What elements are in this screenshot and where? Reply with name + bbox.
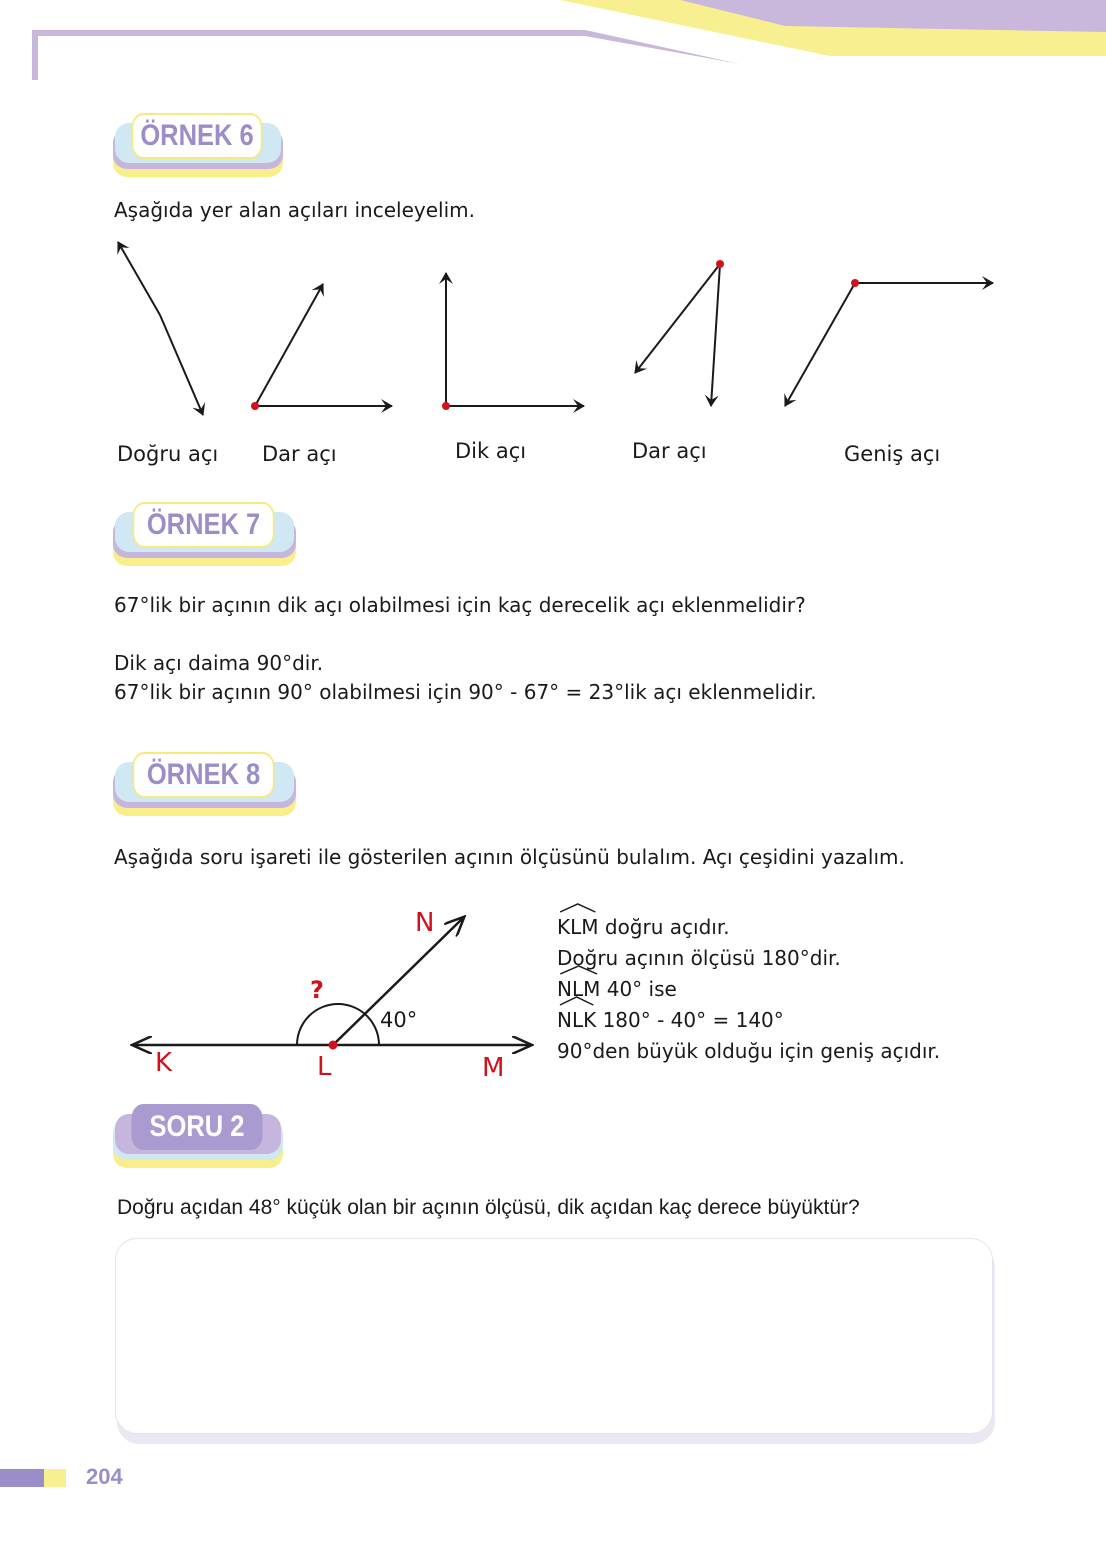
angle-label-obtuse: Geniş açı <box>844 442 941 466</box>
label-m: M <box>482 1053 505 1083</box>
solution-line <box>557 912 940 943</box>
solution-line <box>557 974 940 1005</box>
footer-bar-yellow <box>44 1469 66 1487</box>
ornek6-badge <box>113 113 283 177</box>
ornek6-badge-label: ÖRNEK 6 <box>132 113 263 159</box>
angle-40-label: 40° <box>380 1008 418 1032</box>
ornek8-badge <box>113 752 296 816</box>
angle-label-acute-2: Dar açı <box>632 439 707 463</box>
footer-bar-purple <box>0 1469 44 1487</box>
soru2-badge-label: SORU 2 <box>132 1104 263 1150</box>
solution-line: 90°den büyük olduğu için geniş açıdır. <box>557 1039 941 1063</box>
header-decoration <box>0 0 1106 80</box>
ornek7-question: 67°lik bir açının dik açı olabilmesi için kaç derecelik açı eklenmelidir? <box>114 593 806 617</box>
angle-name: NLM <box>557 977 601 1001</box>
answer-box[interactable] <box>115 1238 993 1434</box>
label-n: N <box>415 908 435 938</box>
ornek7-badge-label: ÖRNEK 7 <box>133 502 275 548</box>
label-l: L <box>317 1052 332 1082</box>
ornek8-intro: Aşağıda soru işareti ile gösterilen açının ölçüsünü bulalım. Açı çeşidini yazalım. <box>114 845 905 869</box>
solution-text: 180° - 40° = 140° <box>596 1008 784 1032</box>
angle-types-diagram <box>0 230 1106 430</box>
soru2-question: Doğru açıdan 48° küçük olan bir açının ölçüsü, dik açıdan kaç derece büyüktür? <box>117 1196 860 1219</box>
page-number: 204 <box>86 1464 123 1489</box>
angle-label-straight: Doğru açı <box>117 442 219 466</box>
solution-text: 40° ise <box>600 977 677 1001</box>
soru2-badge <box>113 1104 283 1168</box>
solution-line: Doğru açının ölçüsü 180°dir. <box>557 946 841 970</box>
ornek7-badge <box>113 502 296 566</box>
ornek6-intro: Aşağıda yer alan açıları inceleyelim. <box>114 198 475 222</box>
angle-name: KLM <box>557 915 599 939</box>
solution-text: doğru açıdır. <box>598 915 730 939</box>
ornek7-line2: 67°lik bir açının 90° olabilmesi için 90° - 67° = 23°lik açı eklenmelidir. <box>114 680 817 704</box>
ornek8-badge-label: ÖRNEK 8 <box>133 752 275 798</box>
angle-label-right: Dik açı <box>455 439 527 463</box>
angle-name: NLK <box>557 1008 597 1032</box>
label-k: K <box>155 1048 173 1078</box>
solution-line <box>557 1005 940 1036</box>
question-mark: ? <box>310 976 324 1004</box>
ornek8-solution <box>557 912 940 1067</box>
ornek7-line1: Dik açı daima 90°dir. <box>114 651 324 675</box>
angle-label-acute-1: Dar açı <box>262 442 337 466</box>
